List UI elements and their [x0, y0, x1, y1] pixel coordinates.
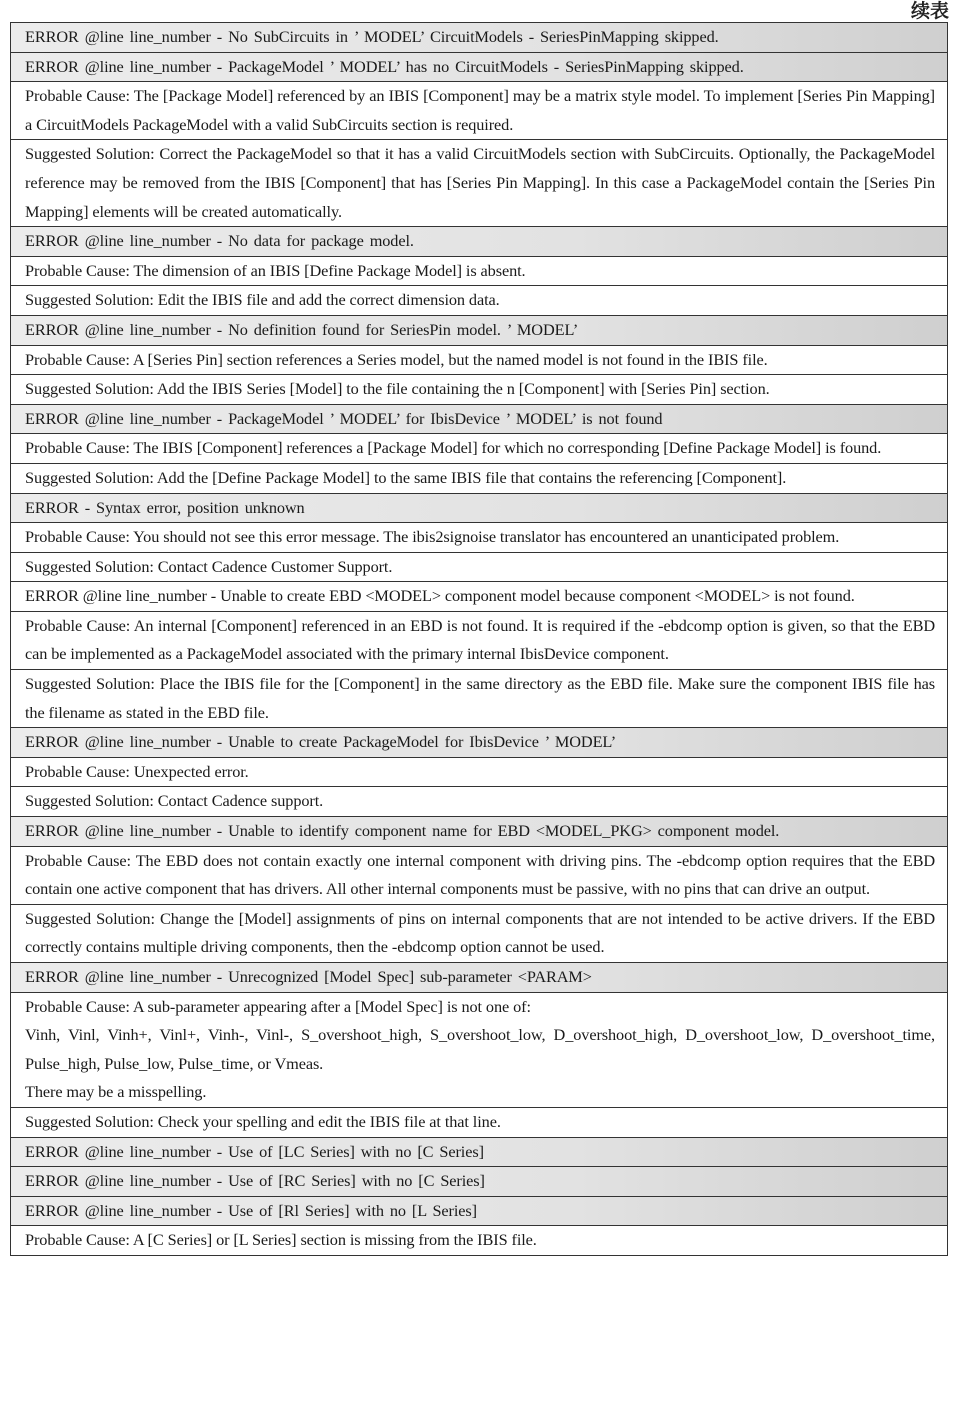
continued-table-label: 续表: [910, 0, 949, 22]
explanation-row: Suggested Solution: Edit the IBIS file and add the correct dimension data.: [11, 286, 947, 316]
error-message-row: ERROR @line line_number - No SubCircuits in ’ MODEL’ CircuitModels - SeriesPinMapping skipped.: [11, 23, 947, 53]
explanation-row: Probable Cause: The EBD does not contain exactly one internal component with driving pins. The -ebdcomp option requires that the EBD contain one active component that has drivers. All other internal components must be passive, with no pins that can drive an output.: [11, 847, 947, 905]
error-message-row: ERROR @line line_number - Use of [RC Series] with no [C Series]: [11, 1167, 947, 1197]
error-message-row: ERROR @line line_number - Unrecognized [Model Spec] sub-parameter <PARAM>: [11, 963, 947, 993]
error-message-row: ERROR @line line_number - PackageModel ’ MODEL’ has no CircuitModels - SeriesPinMapping skipped.: [11, 53, 947, 83]
explanation-row: Suggested Solution: Correct the PackageModel so that it has a valid CircuitModels section with SubCircuits. Optionally, the PackageModel reference may be removed from the IBIS [Component] that has [Series Pin Mapping]. In this case a PackageModel contain the [Series Pin Mapping] elements will be created automatically.: [11, 140, 947, 227]
error-message-row: ERROR @line line_number - PackageModel ’ MODEL’ for IbisDevice ’ MODEL’ is not found: [11, 405, 947, 435]
error-message-row: ERROR @line line_number - Unable to create PackageModel for IbisDevice ’ MODEL’: [11, 728, 947, 758]
explanation-row: ERROR @line line_number - Unable to create EBD <MODEL> component model because component <MODEL> is not found.: [11, 582, 947, 612]
explanation-row: Suggested Solution: Add the IBIS Series [Model] to the file containing the n [Component] with [Series Pin] section.: [11, 375, 947, 405]
explanation-row: Suggested Solution: Add the [Define Package Model] to the same IBIS file that contains the referencing [Component].: [11, 464, 947, 494]
error-message-row: ERROR @line line_number - No data for package model.: [11, 227, 947, 257]
explanation-row: Probable Cause: A sub-parameter appearing after a [Model Spec] is not one of: Vinh, Vinl, Vinh+, Vinl+, Vinh-, Vinl-, S_overshoot_high, S_overshoot_low, D_overshoot_high, D_overshoot_low, D_overshoot_time, Pulse_high, Pulse_low, Pulse_time, or Vmeas. There may be a misspelling.: [11, 993, 947, 1108]
explanation-row: Suggested Solution: Check your spelling and edit the IBIS file at that line.: [11, 1108, 947, 1138]
error-message-row: ERROR @line line_number - Use of [Rl Series] with no [L Series]: [11, 1197, 947, 1227]
explanation-row: Probable Cause: Unexpected error.: [11, 758, 947, 788]
explanation-row: Suggested Solution: Change the [Model] assignments of pins on internal components that are not intended to be active drivers. If the EBD correctly contains multiple driving components, then the -ebdcomp option cannot be used.: [11, 905, 947, 963]
explanation-row: Probable Cause: You should not see this error message. The ibis2signoise translator has encountered an unanticipated problem.: [11, 523, 947, 553]
explanation-row: Suggested Solution: Contact Cadence Customer Support.: [11, 553, 947, 583]
explanation-row: Probable Cause: The [Package Model] referenced by an IBIS [Component] may be a matrix style model. To implement [Series Pin Mapping] a CircuitModels PackageModel with a valid SubCircuits section is required.: [11, 82, 947, 140]
explanation-row: Probable Cause: The dimension of an IBIS [Define Package Model] is absent.: [11, 257, 947, 287]
explanation-row: Suggested Solution: Place the IBIS file for the [Component] in the same directory as the EBD file. Make sure the component IBIS file has the filename as stated in the EBD file.: [11, 670, 947, 728]
error-message-table: [10, 22, 948, 1256]
explanation-row: Probable Cause: A [Series Pin] section references a Series model, but the named model is not found in the IBIS file.: [11, 346, 947, 376]
error-message-row: ERROR @line line_number - Unable to identify component name for EBD <MODEL_PKG> component model.: [11, 817, 947, 847]
error-message-row: ERROR @line line_number - No definition found for SeriesPin model. ’ MODEL’: [11, 316, 947, 346]
explanation-row: Suggested Solution: Contact Cadence support.: [11, 787, 947, 817]
explanation-row: Probable Cause: The IBIS [Component] references a [Package Model] for which no corresponding [Define Package Model] is found.: [11, 434, 947, 464]
explanation-row: Probable Cause: A [C Series] or [L Series] section is missing from the IBIS file.: [25, 1230, 537, 1250]
explanation-row: Probable Cause: An internal [Component] referenced in an EBD is not found. It is required if the -ebdcomp option is given, so that the EBD can be implemented as a PackageModel associated with the primary internal IbisDevice component.: [11, 612, 947, 670]
error-message-row: ERROR @line line_number - Use of [LC Series] with no [C Series]: [11, 1138, 947, 1168]
error-message-row: ERROR - Syntax error, position unknown: [11, 494, 947, 524]
